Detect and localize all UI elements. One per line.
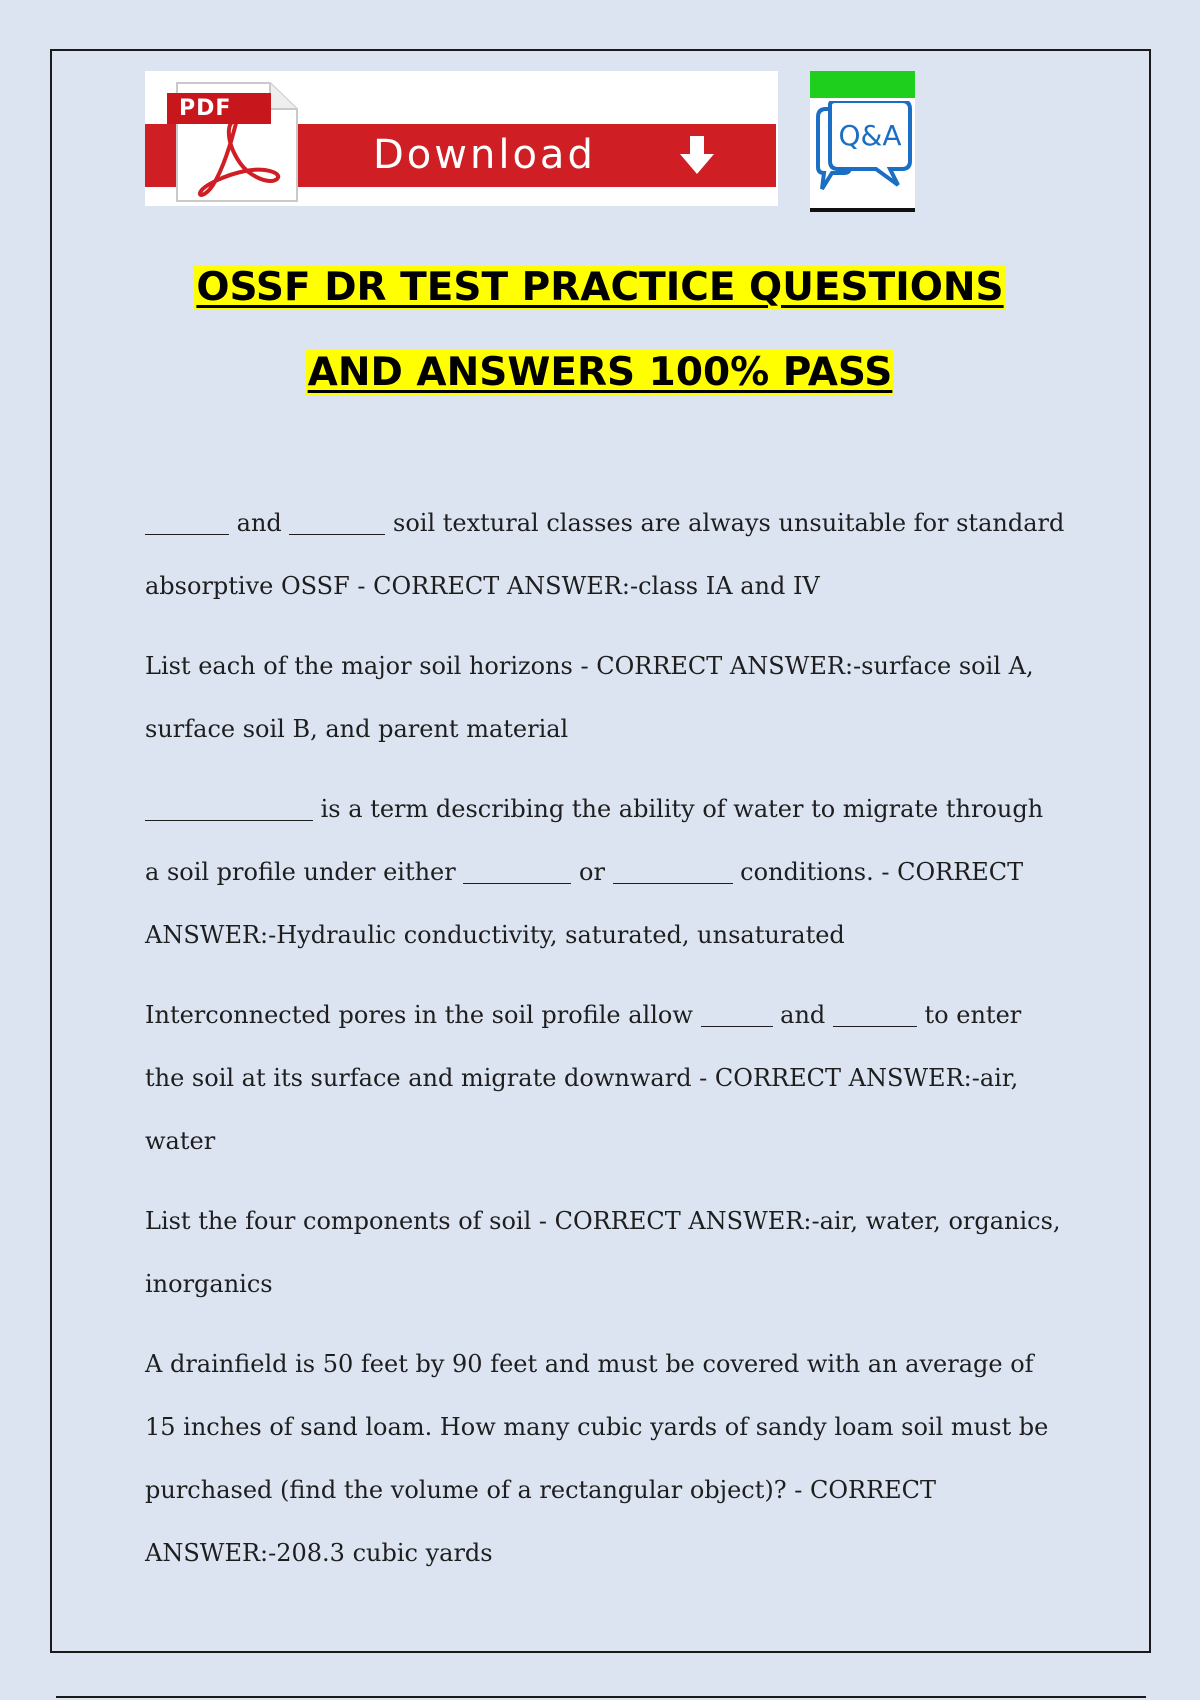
- question-item: [145, 492, 1065, 618]
- answer-blank: [701, 1002, 773, 1027]
- title-line-2: AND ANSWERS 100% PASS: [307, 350, 893, 395]
- answer-blank: [145, 510, 229, 535]
- pdf-download-link[interactable]: [145, 71, 778, 206]
- bottom-divider: [56, 1696, 1146, 1698]
- question-text: conditions. - CORRECT ANSWER:-Hydraulic conductivity, saturated, unsaturated: [145, 858, 1024, 949]
- document-title: [0, 245, 1200, 415]
- question-text: List each of the major soil horizons - CORRECT ANSWER:-surface soil A, surface soil B, and parent material: [145, 652, 1034, 743]
- answer-blank: [463, 859, 571, 884]
- pdf-file-icon: [165, 81, 300, 203]
- question-item: [145, 778, 1065, 967]
- question-text: or: [571, 858, 613, 886]
- answer-blank: [833, 1002, 917, 1027]
- question-text: Interconnected pores in the soil profile allow: [145, 1001, 701, 1029]
- question-text: A drainfield is 50 feet by 90 feet and must be covered with an average of 15 inches of sand loam. How many cubic yards of sandy loam soil must be purchased (find the volume of a rectangular object)? - CORRECT ANSWER:-208.3 cubic yards: [145, 1350, 1049, 1567]
- arrow-down-icon: [675, 134, 719, 178]
- chat-bubbles-icon: [810, 101, 915, 201]
- pdf-label: PDF: [167, 93, 271, 124]
- question-item: [145, 984, 1065, 1173]
- qa-badge: [810, 71, 915, 212]
- answer-blank: [145, 796, 313, 821]
- answer-blank: [289, 510, 385, 535]
- download-banner: [145, 71, 918, 212]
- question-text: is a term describing the ability of water to migrate through a soil profile under either: [145, 795, 1044, 886]
- question-text: and: [772, 1001, 833, 1029]
- qa-label: Q&A: [838, 119, 902, 152]
- question-item: [145, 1333, 1065, 1585]
- question-list: [145, 492, 1065, 1585]
- question-text: to enter the soil at its surface and migrate downward - CORRECT ANSWER:-air, water: [145, 1001, 1022, 1155]
- title-line-1: OSSF DR TEST PRACTICE QUESTIONS: [196, 265, 1004, 310]
- download-label: Download: [373, 132, 596, 178]
- question-text: soil textural classes are always unsuitable for standard absorptive OSSF - CORRECT ANSWER:-class IA and IV: [145, 509, 1065, 600]
- question-item: [145, 635, 1065, 761]
- question-text: List the four components of soil - CORRECT ANSWER:-air, water, organics, inorganics: [145, 1207, 1061, 1298]
- question-text: and: [229, 509, 290, 537]
- qa-green-strip: [810, 71, 915, 98]
- answer-blank: [613, 859, 733, 884]
- qa-bottom-bar: [810, 208, 915, 212]
- question-item: [145, 1190, 1065, 1316]
